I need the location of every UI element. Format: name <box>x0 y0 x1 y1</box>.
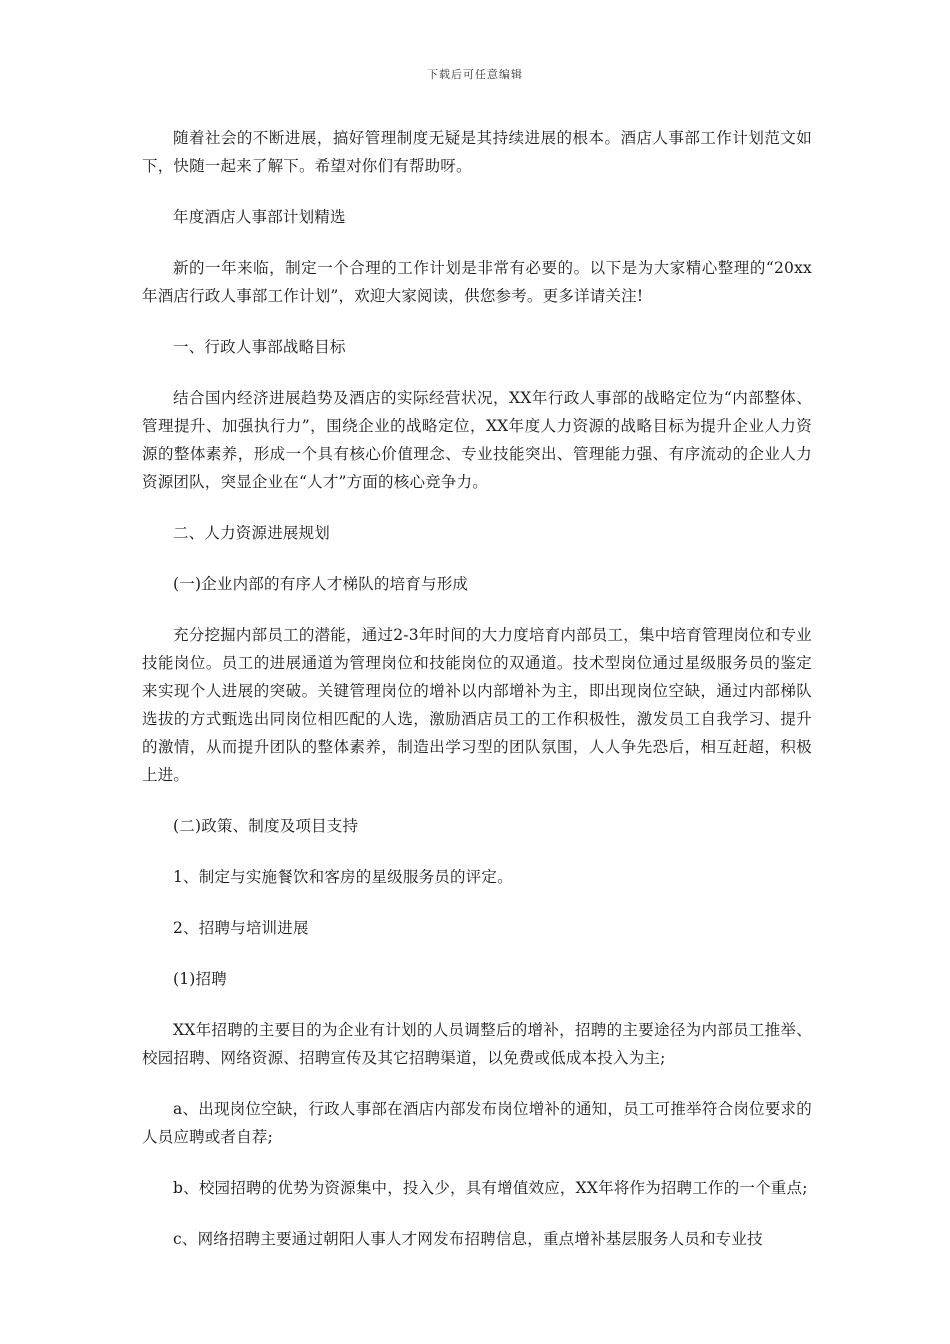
section-heading-2: 二、人力资源进展规划 <box>173 524 331 542</box>
section-heading-1: 一、行政人事部战略目标 <box>173 338 346 356</box>
paragraph-intro: 随着社会的不断进展，搞好管理制度无疑是其持续进展的根本。酒店人事部工作计划范文如下，快随一起来了解下。希望对你们有帮助呀。 <box>142 129 812 175</box>
paragraph-strategy: 结合国内经济进展趋势及酒店的实际经营状况，XX年行政人事部的战略定位为“内部整体、管理提升、加强执行力”，围绕企业的战略定位，XX年度人力资源的战略目标为提升企业人力资源的整体素养，形成一个具有核心价值理念、专业技能突出、管理能力强、有序流动的企业人力资源团队，突显企业在“人才”方面的核心竞争力。 <box>142 389 812 491</box>
subsection-heading-1: (一)企业内部的有序人才梯队的培育与形成 <box>173 575 469 593</box>
paragraph-talent: 充分挖掘内部员工的潜能，通过2-3年时间的大力度培育内部员工，集中培育管理岗位和专业技能岗位。员工的进展通道为管理岗位和技能岗位的双通道。技术型岗位通过星级服务员的鉴定来实现个人进展的突破。关键管理岗位的增补以内部增补为主，即出现岗位空缺，通过内部梯队选拔的方式甄选出同岗位相匹配的人选，激励酒店员工的工作积极性，激发员工自我学习、提升的激情，从而提升团队的整体素养，制造出学习型的团队氛围，人人争先恐后，相互赶超，积极上进。 <box>142 626 812 784</box>
header-note: 下载后可任意编辑 <box>427 68 523 81</box>
paragraph-title: 年度酒店人事部计划精选 <box>173 208 346 226</box>
list-item-a: a、出现岗位空缺，行政人事部在酒店内部发布岗位增补的通知，员工可推举符合岗位要求的人员应聘或者自荐; <box>142 1100 812 1146</box>
subsection-heading-2: (二)政策、制度及项目支持 <box>173 817 359 835</box>
list-item-1: 1、制定与实施餐饮和客房的星级服务员的评定。 <box>173 868 513 886</box>
document-body <box>142 124 812 1253</box>
list-item-c: c、网络招聘主要通过朝阳人事人才网发布招聘信息，重点增补基层服务人员和专业技 <box>173 1230 763 1248</box>
paragraph-recruit: XX年招聘的主要目的为企业有计划的人员调整后的增补，招聘的主要途径为内部员工推举、校园招聘、网络资源、招聘宣传及其它招聘渠道，以免费或低成本投入为主; <box>142 1021 812 1067</box>
paragraph-preface: 新的一年来临，制定一个合理的工作计划是非常有必要的。以下是为大家精心整理的“20xx年酒店行政人事部工作计划”，欢迎大家阅读，供您参考。更多详请关注! <box>142 259 812 305</box>
list-item-2: 2、招聘与培训进展 <box>173 919 309 937</box>
list-item-b: b、校园招聘的优势为资源集中，投入少，具有增值效应，XX年将作为招聘工作的一个重点; <box>173 1179 808 1197</box>
list-subheading-recruit: (1)招聘 <box>173 970 227 988</box>
